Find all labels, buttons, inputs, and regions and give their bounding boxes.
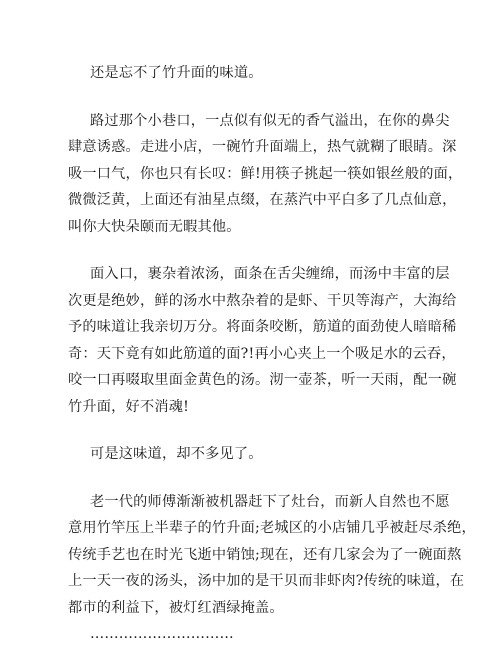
- text-line: 传统手艺也在时光飞逝中销蚀;现在，还有几家会为了一碗面熬: [68, 546, 462, 563]
- paragraph-4: [68, 441, 438, 468]
- text-line: 微微泛黄，上面还有油星点缀，在蒸汽中平白多了几点仙意，: [68, 192, 457, 208]
- paragraph-3: [68, 261, 457, 420]
- text-line: 吸一口气，你也只有长叹：鲜!用筷子挑起一筷如银丝般的面，: [68, 165, 463, 182]
- text-line: 可是这味道，却不多见了。: [90, 446, 263, 462]
- text-line: 老一代的师傅渐渐被机器赶下了灶台，而新人自然也不愿: [90, 493, 450, 510]
- text-line: 都市的利益下，被灯红酒绿掩盖。: [68, 599, 284, 616]
- text-line: 还是忘不了竹升面的味道。: [90, 65, 263, 81]
- text-line: 面入口，裹杂着浓汤，面条在舌尖缠绵，而汤中丰富的层: [90, 266, 450, 282]
- paragraph-2: [68, 108, 463, 241]
- text-line: 予的味道让我亲切万分。将面条咬断，筋道的面劲使人暗暗稀: [68, 319, 457, 335]
- paragraph-1: [68, 60, 438, 87]
- text-line: 咬一口再啜取里面金黄色的汤。沏一壶茶，听一天雨，配一碗: [68, 372, 457, 388]
- text-line: 叫你大快朵颐而无暇其他。: [68, 218, 241, 235]
- text-line: …………………………: [90, 626, 234, 642]
- paragraph-5: [68, 489, 476, 648]
- text-line: 路过那个小巷口，一点似有似无的香气溢出，在你的鼻尖: [90, 112, 450, 129]
- text-line: 次更是绝妙，鲜的汤水中熬杂着的是虾、干贝等海产，大海给: [68, 292, 457, 309]
- text-line: 竹升面，好不消魂!: [68, 398, 190, 415]
- text-line: 奇：天下竟有如此筋道的面?!再小心夹上一个吸足水的云吞，: [68, 345, 456, 362]
- text-line: 肆意诱惑。走进小店，一碗竹升面端上，热气就糊了眼睛。深: [68, 139, 457, 155]
- text-line: 意用竹竿压上半辈子的竹升面;老城区的小店铺几乎被赶尽杀绝，: [68, 520, 476, 536]
- text-line: 上一天一夜的汤头，汤中加的是干贝而非虾肉?传统的味道，在: [68, 573, 465, 589]
- article-body: [68, 60, 476, 669]
